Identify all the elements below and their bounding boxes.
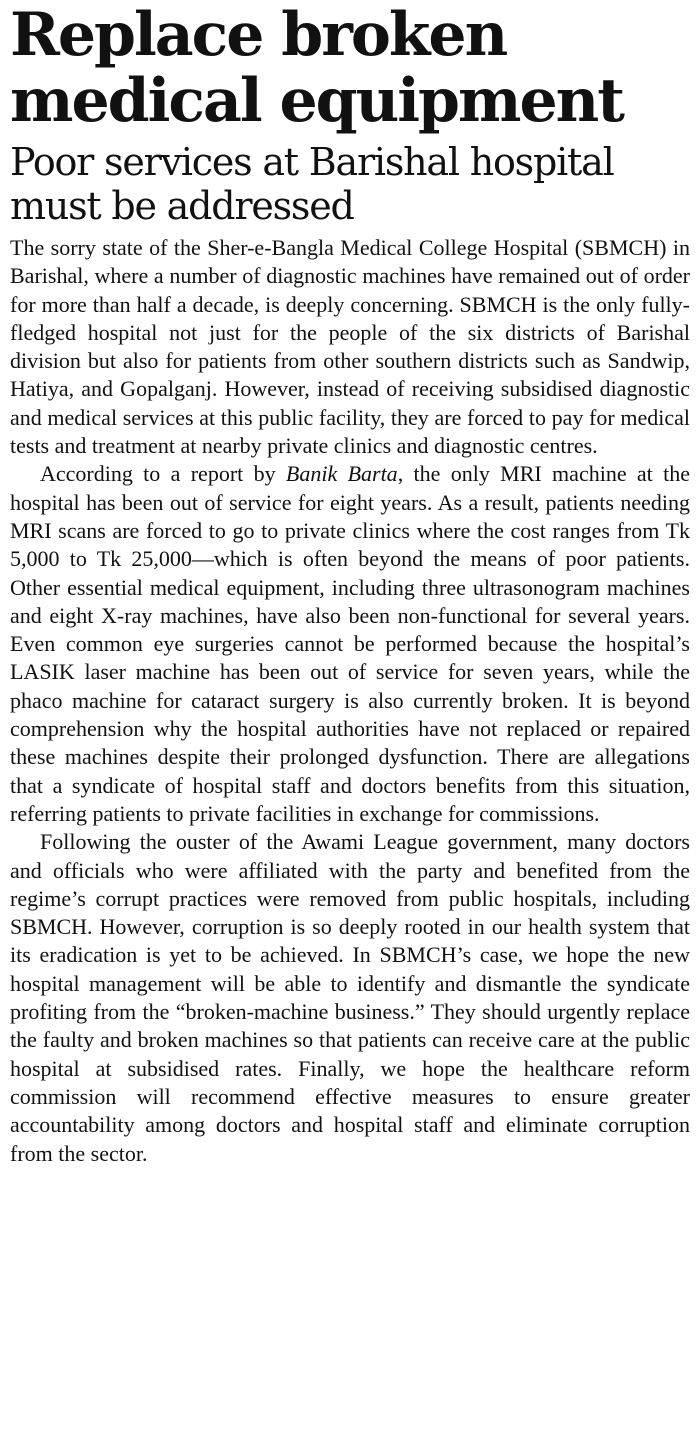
paragraph-2-rest: , the only MRI machine at the hospital has been out of service for eight years. As a result, patients needing MRI scans are forced to go to private clinics where the cost ranges from Tk 5,000 to Tk 25,000—which is often beyond the means of poor patients. Other essential medical equipment, including three ultrasonogram machines and eight X-ray machines, have also been non-functional for several years. Even common eye surgeries cannot be performed because the hospital’s LASIK laser machine has been out of service for seven years, while the phaco machine for cataract surgery is also currently broken. It is beyond comprehension why the hospital authorities have not replaced or repaired these machines despite their prolonged dysfunction. There are allegations that a syndicate of hospital staff and doctors benefits from this situation, referring patients to private facilities in exchange for commissions. (10, 461, 690, 826)
paragraph-1: The sorry state of the Sher-e-Bangla Medical College Hospital (SBMCH) in Barishal, where a number of diagnostic machines have remained out of order for more than half a decade, is deeply concerning. SBMCH is the only fully-fledged hospital not just for the people of the six districts of Barishal division but also for patients from other southern districts such as Sandwip, Hatiya, and Gopalganj. However, instead of receiving subsidised diagnostic and medical services at this public facility, they are forced to pay for medical tests and treatment at nearby private clinics and diagnostic centres. (10, 235, 690, 459)
paragraph-2-intro: According to a report by (40, 461, 286, 487)
paragraph-2 (10, 460, 690, 828)
headline-line-2: medical equipment (10, 66, 623, 136)
subheadline-line-1: Poor services at Barishal hospital (10, 140, 614, 184)
headline-line-1: Replace broken (10, 0, 507, 70)
source-name: Banik Barta (285, 461, 398, 487)
article-body (10, 234, 690, 1168)
headline (10, 2, 690, 134)
subheadline-line-2: must be addressed (10, 184, 354, 228)
subheadline (10, 140, 690, 228)
paragraph-3: Following the ouster of the Awami League government, many doctors and officials who were affiliated with the party and benefited from the regime’s corrupt practices were removed from public hospitals, including SBMCH. However, corruption is so deeply rooted in our health system that its eradication is yet to be achieved. In SBMCH’s case, we hope the new hospital management will be able to identify and dismantle the syndicate profiting from the “broken-machine business.” They should urgently replace the faulty and broken machines so that patients can receive care at the public hospital at subsidised rates. Finally, we hope the healthcare reform commission will recommend effective measures to ensure greater accountability among doctors and hospital staff and eliminate corruption from the sector. (10, 829, 690, 1166)
